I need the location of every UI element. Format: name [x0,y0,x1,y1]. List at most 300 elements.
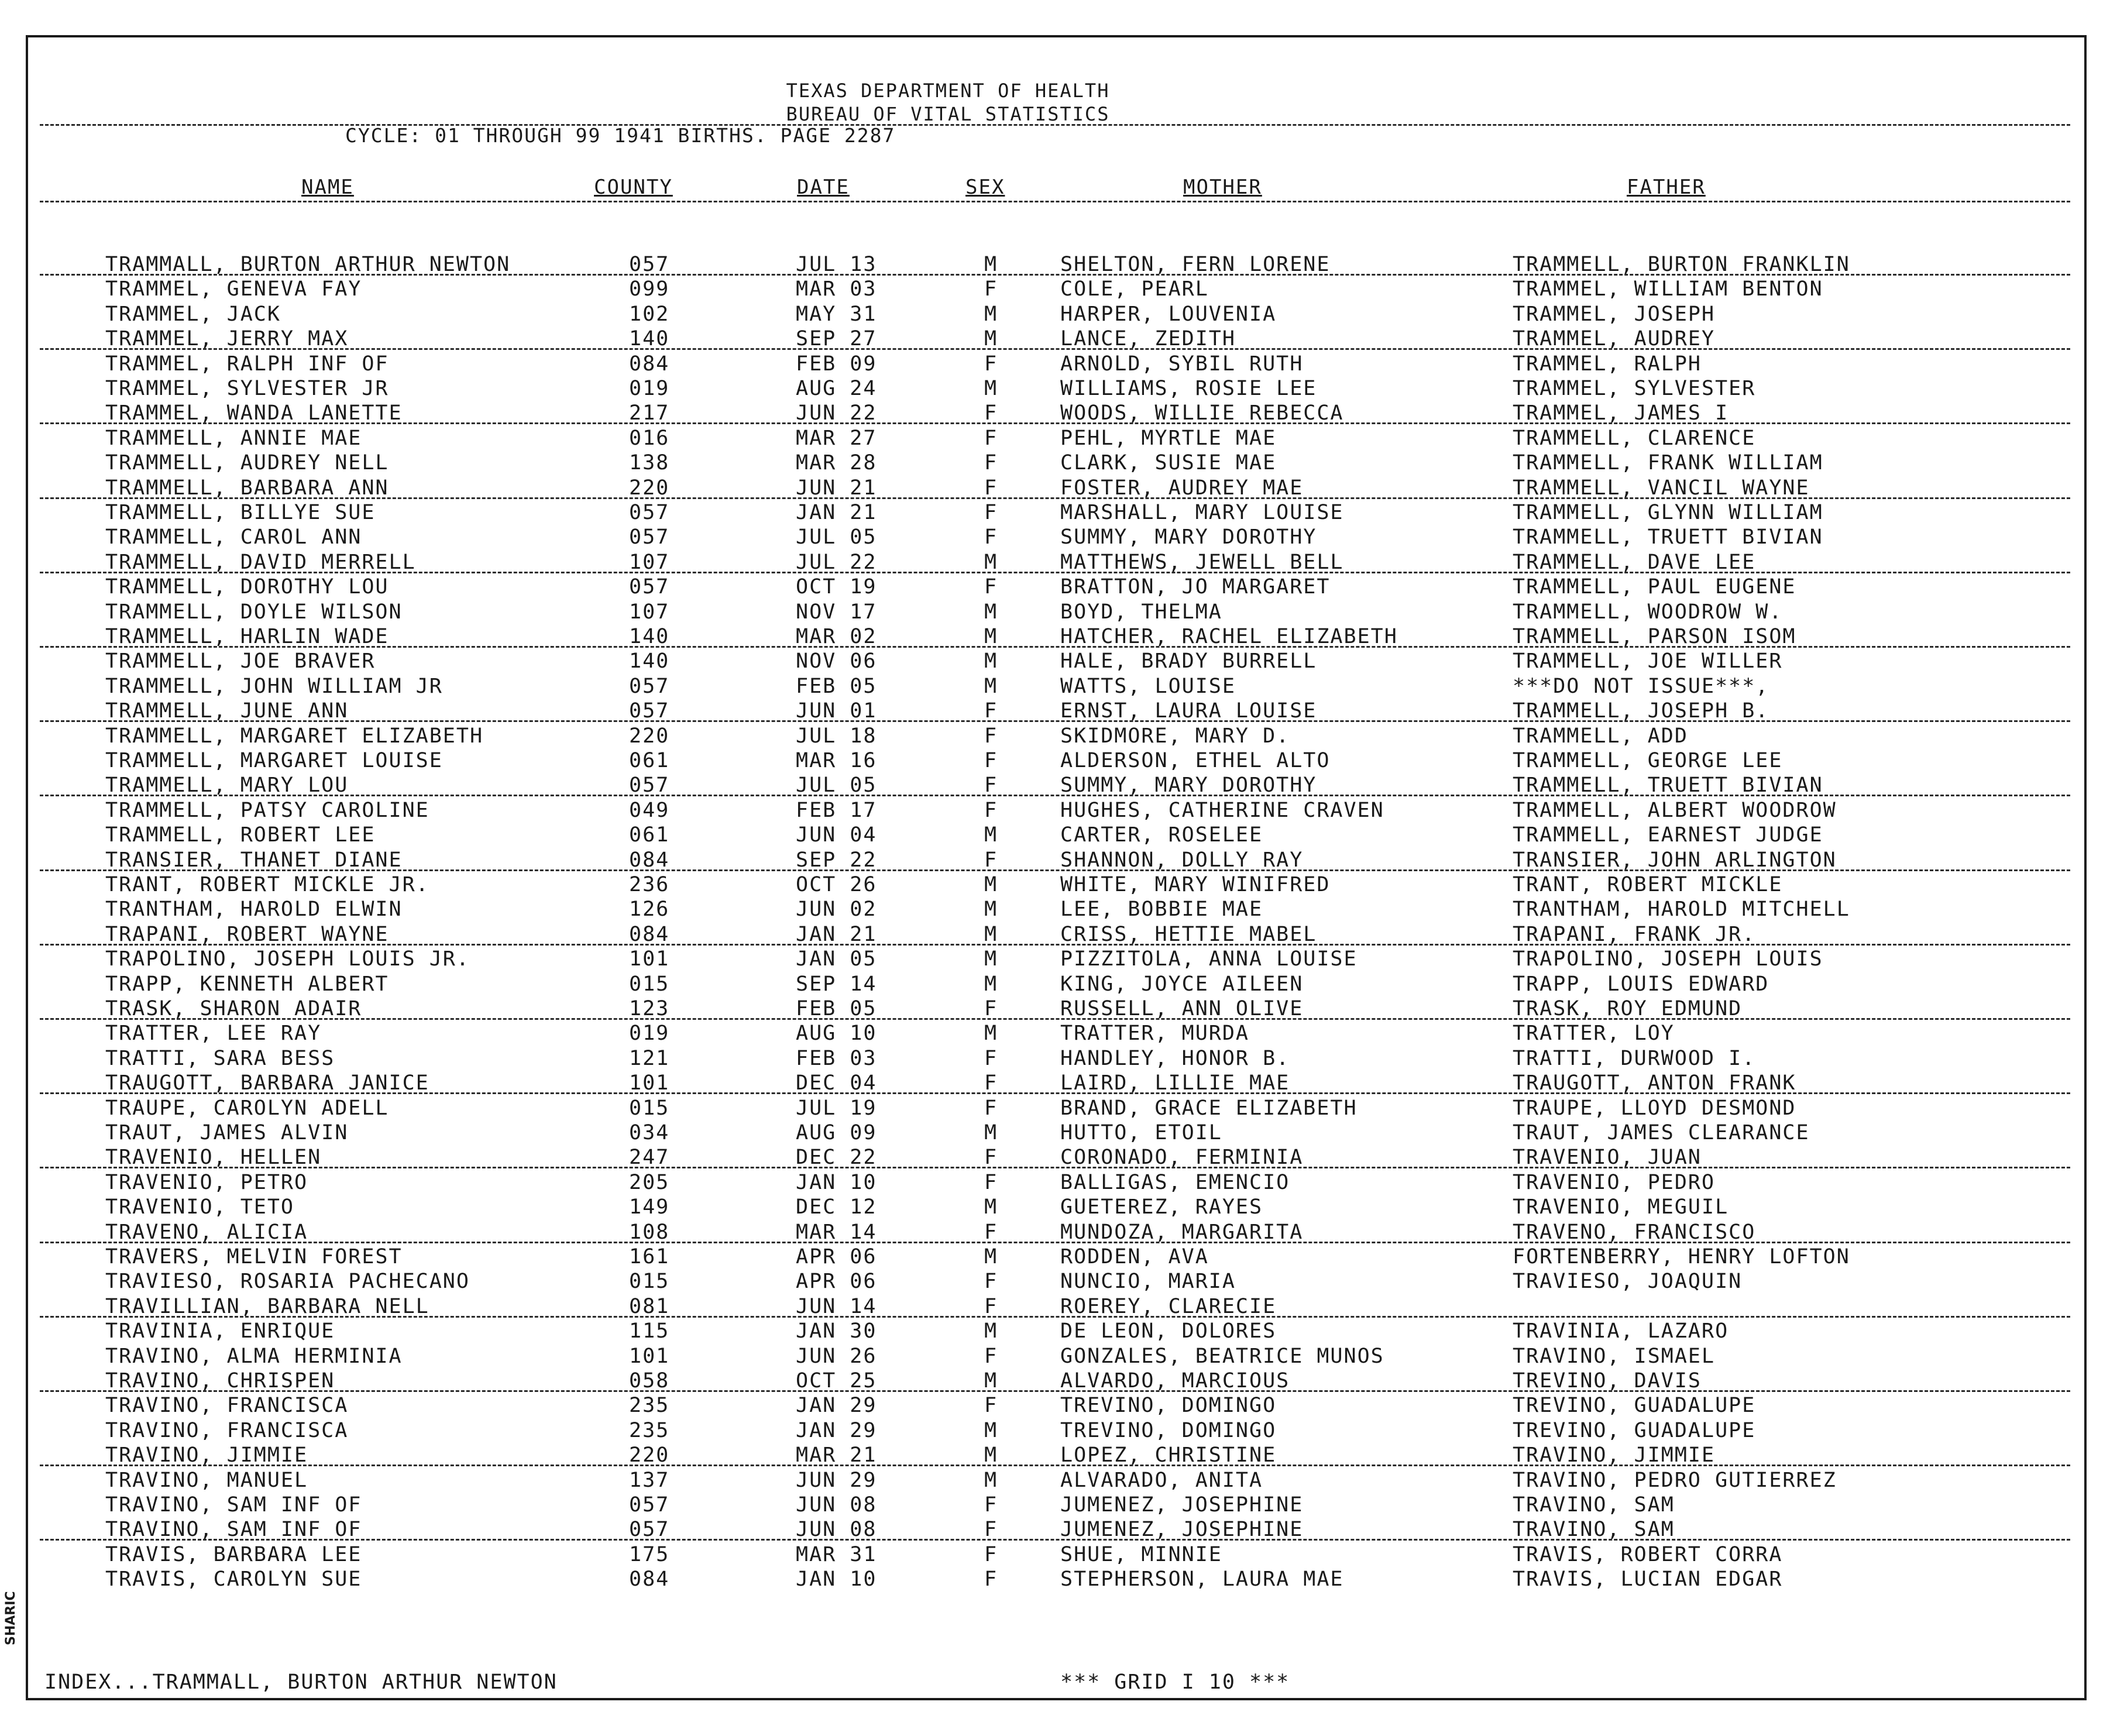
record-mother: LOPEZ, CHRISTINE [1060,1443,1277,1467]
record-mother: ROEREY, CLARECIE [1060,1294,1277,1318]
record-name: TRAMMELL, DOYLE WILSON [105,600,403,624]
record-father: TREVINO, GUADALUPE [1513,1394,1756,1418]
row-divider [40,1316,2070,1318]
record-sex: F [984,476,998,500]
record-mother: HARPER, LOUVENIA [1060,302,1277,326]
record-county: 123 [629,997,670,1020]
record-county: 081 [629,1294,670,1318]
record-mother: SKIDMORE, MARY D. [1060,724,1290,748]
record-date: FEB 03 [796,1046,877,1070]
record-sex: M [984,1022,998,1046]
record-name: TRAVILLIAN, BARBARA NELL [105,1294,429,1318]
record-father: TRAMMELL, WOODROW W. [1513,600,1783,624]
record-mother: ARNOLD, SYBIL RUTH [1060,352,1304,376]
record-sex: M [984,253,998,276]
column-header-sex: SEX [965,176,1005,199]
record-row [0,724,2110,749]
record-mother: KING, JOYCE AILEEN [1060,972,1304,996]
record-mother: ALVARADO, ANITA [1060,1468,1263,1492]
record-mother: STEPHERSON, LAURA MAE [1060,1567,1344,1591]
record-mother: MUNDOZA, MARGARITA [1060,1220,1304,1244]
record-mother: WATTS, LOUISE [1060,674,1236,698]
record-sex: F [984,501,998,524]
record-date: JAN 05 [796,947,877,971]
record-row [0,1493,2110,1518]
record-sex: F [984,451,998,475]
record-father: TRATTI, DURWOOD I. [1513,1046,1756,1070]
record-row [0,1543,2110,1567]
record-row [0,972,2110,997]
record-date: JUL 22 [796,550,877,574]
record-sex: M [984,922,998,946]
row-divider [40,1390,2070,1392]
record-row [0,823,2110,848]
row-divider [40,348,2070,350]
record-row [0,675,2110,699]
record-father: TRAMMEL, SYLVESTER [1513,377,1756,400]
record-mother: BRAND, GRACE ELIZABETH [1060,1096,1358,1120]
record-date: NOV 06 [796,649,877,673]
record-county: 015 [629,1096,670,1120]
record-date: MAY 31 [796,302,877,326]
record-date: DEC 04 [796,1071,877,1095]
record-row [0,501,2110,525]
record-father: TRASK, ROY EDMUND [1513,997,1743,1020]
record-father: TRAMMEL, JAMES I [1513,401,1729,425]
record-sex: M [984,550,998,574]
record-mother: HANDLEY, HONOR B. [1060,1046,1290,1070]
record-name: TRAVENIO, HELLEN [105,1146,322,1170]
row-divider [40,1092,2070,1094]
record-county: 107 [629,550,670,574]
record-father: TRANTHAM, HAROLD MITCHELL [1513,898,1850,922]
record-sex: M [984,1468,998,1492]
record-father: TRAMMELL, BURTON FRANKLIN [1513,253,1850,276]
record-sex: F [984,1394,998,1418]
grid-label: *** GRID I 10 *** [1060,1670,1290,1694]
record-name: TRAVINO, FRANCISCA [105,1394,349,1418]
record-date: MAR 21 [796,1443,877,1467]
record-county: 016 [629,426,670,450]
record-row [0,427,2110,451]
record-name: TRAMMELL, BILLYE SUE [105,501,376,524]
record-row [0,649,2110,674]
record-father: TRAPANI, FRANK JR. [1513,922,1756,946]
record-name: TRAUPE, CAROLYN ADELL [105,1096,389,1120]
record-mother: LAIRD, LILLIE MAE [1060,1071,1290,1095]
row-divider [40,869,2070,871]
record-row [0,1047,2110,1071]
record-sex: F [984,1146,998,1170]
record-date: MAR 31 [796,1542,877,1566]
record-date: DEC 12 [796,1195,877,1219]
record-name: TRAMMELL, DOROTHY LOU [105,575,389,599]
record-sex: M [984,873,998,896]
record-sex: M [984,1195,998,1219]
record-date: DEC 22 [796,1146,877,1170]
record-row [0,451,2110,476]
record-county: 057 [629,253,670,276]
record-row [0,799,2110,823]
record-row [0,873,2110,898]
record-row [0,1394,2110,1418]
record-row [0,1345,2110,1369]
record-mother: GONZALES, BEATRICE MUNOS [1060,1344,1384,1368]
record-name: TRAMMELL, JOHN WILLIAM JR [105,674,443,698]
row-divider [40,944,2070,946]
record-county: 220 [629,476,670,500]
record-father: TRAUGOTT, ANTON FRANK [1513,1071,1796,1095]
record-date: SEP 22 [796,848,877,872]
record-row [0,1270,2110,1294]
record-date: FEB 05 [796,674,877,698]
record-sex: F [984,1344,998,1368]
record-row [0,1567,2110,1592]
record-date: MAR 28 [796,451,877,475]
record-father: TRAMMEL, AUDREY [1513,327,1716,351]
row-divider [40,422,2070,424]
record-sex: F [984,749,998,772]
record-row [0,1022,2110,1046]
record-sex: F [984,1220,998,1244]
record-name: TRAMMELL, HARLIN WADE [105,625,389,648]
record-father: TRAPP, LOUIS EDWARD [1513,972,1769,996]
record-sex: M [984,674,998,698]
record-father: TRAMMELL, TRUETT BIVIAN [1513,774,1823,797]
record-name: TRAVINO, SAM INF OF [105,1493,362,1517]
record-county: 107 [629,600,670,624]
column-header-name: NAME [301,176,354,199]
record-mother: HATCHER, RACHEL ELIZABETH [1060,625,1398,648]
record-mother: RODDEN, AVA [1060,1245,1209,1269]
record-county: 034 [629,1121,670,1144]
header-divider [40,124,2070,126]
record-father: TRAVINIA, LAZARO [1513,1319,1729,1343]
record-father: TRAVIESO, JOAQUIN [1513,1270,1743,1294]
record-name: TRAMMEL, JACK [105,302,281,326]
record-name: TRAMMEL, SYLVESTER JR [105,377,389,400]
record-sex: M [984,947,998,971]
record-name: TRAMMELL, JUNE ANN [105,699,349,723]
record-county: 126 [629,898,670,922]
record-row [0,1319,2110,1344]
record-county: 220 [629,724,670,748]
record-father: TRATTER, LOY [1513,1022,1675,1046]
record-date: JAN 21 [796,922,877,946]
record-date: MAR 27 [796,426,877,450]
record-county: 149 [629,1195,670,1219]
row-divider [40,1539,2070,1541]
record-mother: TRATTER, MURDA [1060,1022,1250,1046]
record-sex: F [984,997,998,1020]
record-father: TRAMMEL, WILLIAM BENTON [1513,277,1823,301]
record-sex: M [984,1443,998,1467]
record-mother: PEHL, MYRTLE MAE [1060,426,1277,450]
record-county: 084 [629,1567,670,1591]
record-name: TRATTI, SARA BESS [105,1046,335,1070]
record-name: TRAVIS, BARBARA LEE [105,1542,362,1566]
record-sex: M [984,302,998,326]
record-mother: SHELTON, FERN LORENE [1060,253,1331,276]
record-county: 101 [629,947,670,971]
record-sex: F [984,525,998,549]
record-sex: M [984,1319,998,1343]
record-county: 019 [629,377,670,400]
record-name: TRAPP, KENNETH ALBERT [105,972,389,996]
record-sex: M [984,600,998,624]
row-divider [40,1465,2070,1466]
record-father: TRANSIER, JOHN ARLINGTON [1513,848,1837,872]
record-father: TRAMMELL, ALBERT WOODROW [1513,798,1837,822]
record-mother: LEE, BOBBIE MAE [1060,898,1263,922]
record-sex: M [984,327,998,351]
record-father: TRAMMELL, ADD [1513,724,1688,748]
record-name: TRAMMELL, ROBERT LEE [105,823,376,847]
record-mother: NUNCIO, MARIA [1060,1270,1236,1294]
record-date: JUL 05 [796,525,877,549]
record-row [0,1096,2110,1121]
record-date: FEB 09 [796,352,877,376]
record-mother: TREVINO, DOMINGO [1060,1394,1277,1418]
record-mother: WILLIAMS, ROSIE LEE [1060,377,1317,400]
record-mother: LANCE, ZEDITH [1060,327,1236,351]
record-name: TRAVINO, FRANCISCA [105,1418,349,1442]
record-mother: SHANNON, DOLLY RAY [1060,848,1304,872]
record-county: 057 [629,501,670,524]
record-father: TRAMMELL, DAVE LEE [1513,550,1756,574]
row-divider [40,572,2070,573]
record-sex: F [984,1046,998,1070]
record-father: TRAVENO, FRANCISCO [1513,1220,1756,1244]
record-row [0,575,2110,600]
record-father: TRAVINO, SAM [1513,1518,1675,1542]
record-father: TRAVENIO, JUAN [1513,1146,1702,1170]
record-county: 057 [629,699,670,723]
record-county: 057 [629,774,670,797]
record-row [0,898,2110,922]
record-date: AUG 24 [796,377,877,400]
record-date: AUG 10 [796,1022,877,1046]
record-name: TRAVERS, MELVIN FOREST [105,1245,403,1269]
record-mother: SHUE, MINNIE [1060,1542,1222,1566]
record-name: TRAVINO, JIMMIE [105,1443,308,1467]
record-name: TRAMMELL, PATSY CAROLINE [105,798,429,822]
record-date: JUN 21 [796,476,877,500]
record-name: TRAVENIO, PETRO [105,1170,308,1194]
record-county: 101 [629,1344,670,1368]
record-date: AUG 09 [796,1121,877,1144]
record-father: TRAVIS, LUCIAN EDGAR [1513,1567,1783,1591]
record-name: TRAMMELL, MARY LOU [105,774,349,797]
record-row [0,947,2110,972]
record-father: TRAVENIO, MEGUIL [1513,1195,1729,1219]
record-name: TRAMMEL, JERRY MAX [105,327,349,351]
record-sex: M [984,1418,998,1442]
record-mother: ALDERSON, ETHEL ALTO [1060,749,1331,772]
record-date: FEB 05 [796,997,877,1020]
record-sex: M [984,823,998,847]
record-father: TRAMMELL, TRUETT BIVIAN [1513,525,1823,549]
record-father: TRAVINO, SAM [1513,1493,1675,1517]
record-county: 061 [629,823,670,847]
record-date: JAN 10 [796,1567,877,1591]
record-name: TRANSIER, THANET DIANE [105,848,403,872]
record-name: TRAUGOTT, BARBARA JANICE [105,1071,429,1095]
record-row [0,377,2110,401]
record-name: TRAMMEL, GENEVA FAY [105,277,362,301]
record-county: 101 [629,1071,670,1095]
record-mother: JUMENEZ, JOSEPHINE [1060,1493,1304,1517]
record-mother: GUETEREZ, RAYES [1060,1195,1263,1219]
record-county: 140 [629,327,670,351]
record-sex: F [984,352,998,376]
record-sex: F [984,848,998,872]
record-sex: F [984,1493,998,1517]
record-county: 236 [629,873,670,896]
record-father: TRAMMELL, PAUL EUGENE [1513,575,1796,599]
record-mother: WOODS, WILLIE REBECCA [1060,401,1344,425]
record-date: JUL 13 [796,253,877,276]
record-date: MAR 16 [796,749,877,772]
record-date: OCT 19 [796,575,877,599]
record-sex: F [984,1294,998,1318]
record-mother: HUGHES, CATHERINE CRAVEN [1060,798,1384,822]
row-divider [40,1242,2070,1243]
record-name: TRASK, SHARON ADAIR [105,997,362,1020]
record-mother: ALVARDO, MARCIOUS [1060,1369,1290,1393]
record-date: JAN 30 [796,1319,877,1343]
record-sex: F [984,724,998,748]
record-mother: SUMMY, MARY DOROTHY [1060,525,1317,549]
record-mother: HUTTO, ETOIL [1060,1121,1222,1144]
record-father: TRAVINO, JIMMIE [1513,1443,1716,1467]
record-county: 015 [629,1270,670,1294]
record-mother: FOSTER, AUDREY MAE [1060,476,1304,500]
record-name: TRAVINO, CHRISPEN [105,1369,335,1393]
record-mother: TREVINO, DOMINGO [1060,1418,1277,1442]
record-father: TRANT, ROBERT MICKLE [1513,873,1783,896]
record-date: APR 06 [796,1270,877,1294]
row-divider [40,646,2070,648]
record-row [0,352,2110,377]
record-county: 084 [629,848,670,872]
record-father: TRAVINO, PEDRO GUTIERREZ [1513,1468,1837,1492]
record-name: TRAMMELL, MARGARET ELIZABETH [105,724,484,748]
record-county: 161 [629,1245,670,1269]
record-mother: CLARK, SUSIE MAE [1060,451,1277,475]
record-date: MAR 02 [796,625,877,648]
record-sex: F [984,1170,998,1194]
row-divider [40,1167,2070,1168]
record-sex: M [984,1245,998,1269]
record-name: TRAVINIA, ENRIQUE [105,1319,335,1343]
cycle-line: CYCLE: 01 THROUGH 99 1941 BIRTHS. PAGE 2287 [345,124,896,147]
record-county: 217 [629,401,670,425]
record-father: TRAMMELL, JOSEPH B. [1513,699,1769,723]
record-county: 138 [629,451,670,475]
record-date: JUN 26 [796,1344,877,1368]
record-father: TRAUPE, LLOYD DESMOND [1513,1096,1796,1120]
record-county: 137 [629,1468,670,1492]
record-father: FORTENBERRY, HENRY LOFTON [1513,1245,1850,1269]
record-name: TRAVINO, SAM INF OF [105,1518,362,1542]
record-sex: M [984,649,998,673]
record-name: TRAMMALL, BURTON ARTHUR NEWTON [105,253,511,276]
record-county: 015 [629,972,670,996]
record-county: 205 [629,1170,670,1194]
record-sex: F [984,699,998,723]
record-sex: F [984,401,998,425]
record-name: TRAVIS, CAROLYN SUE [105,1567,362,1591]
record-row [0,302,2110,327]
record-sex: F [984,1071,998,1095]
record-father: TRAMMELL, PARSON ISOM [1513,625,1796,648]
record-date: NOV 17 [796,600,877,624]
record-row [0,1469,2110,1493]
record-mother: SUMMY, MARY DOROTHY [1060,774,1317,797]
record-date: OCT 26 [796,873,877,896]
record-sex: F [984,426,998,450]
record-date: MAR 14 [796,1220,877,1244]
record-mother: DE LEON, DOLORES [1060,1319,1277,1343]
record-name: TRAVENIO, TETO [105,1195,295,1219]
record-father: TRAVINO, ISMAEL [1513,1344,1716,1368]
record-date: JUN 02 [796,898,877,922]
record-father: TRAMMELL, JOE WILLER [1513,649,1783,673]
record-date: JAN 10 [796,1170,877,1194]
record-mother: MARSHALL, MARY LOUISE [1060,501,1344,524]
record-name: TRAUT, JAMES ALVIN [105,1121,349,1144]
record-name: TRAMMELL, DAVID MERRELL [105,550,416,574]
record-county: 235 [629,1394,670,1418]
record-father: TRAMMELL, GLYNN WILLIAM [1513,501,1823,524]
record-row [0,1195,2110,1220]
record-county: 058 [629,1369,670,1393]
record-row [0,1419,2110,1443]
record-name: TRANTHAM, HAROLD ELWIN [105,898,403,922]
record-sex: M [984,1121,998,1144]
record-sex: F [984,798,998,822]
record-sex: F [984,1096,998,1120]
column-header-divider [40,201,2070,202]
record-sex: M [984,898,998,922]
record-date: JUN 29 [796,1468,877,1492]
record-mother: PIZZITOLA, ANNA LOUISE [1060,947,1358,971]
record-county: 049 [629,798,670,822]
record-father: TRAMMELL, VANCIL WAYNE [1513,476,1810,500]
record-mother: CRISS, HETTIE MABEL [1060,922,1317,946]
record-county: 084 [629,352,670,376]
record-name: TRAPANI, ROBERT WAYNE [105,922,389,946]
record-sex: M [984,377,998,400]
record-name: TRAPOLINO, JOSEPH LOUIS JR. [105,947,470,971]
record-date: SEP 14 [796,972,877,996]
record-county: 247 [629,1146,670,1170]
record-county: 175 [629,1542,670,1566]
record-mother: ERNST, LAURA LOUISE [1060,699,1317,723]
record-father: TRAMMEL, JOSEPH [1513,302,1716,326]
record-father: TRAMMEL, RALPH [1513,352,1702,376]
record-date: JAN 21 [796,501,877,524]
record-sex: F [984,277,998,301]
record-county: 057 [629,525,670,549]
record-father: TRAVENIO, PEDRO [1513,1170,1716,1194]
record-county: 084 [629,922,670,946]
record-county: 061 [629,749,670,772]
record-father: TRAMMELL, EARNEST JUDGE [1513,823,1823,847]
record-name: TRAVINO, ALMA HERMINIA [105,1344,403,1368]
record-date: JUN 04 [796,823,877,847]
